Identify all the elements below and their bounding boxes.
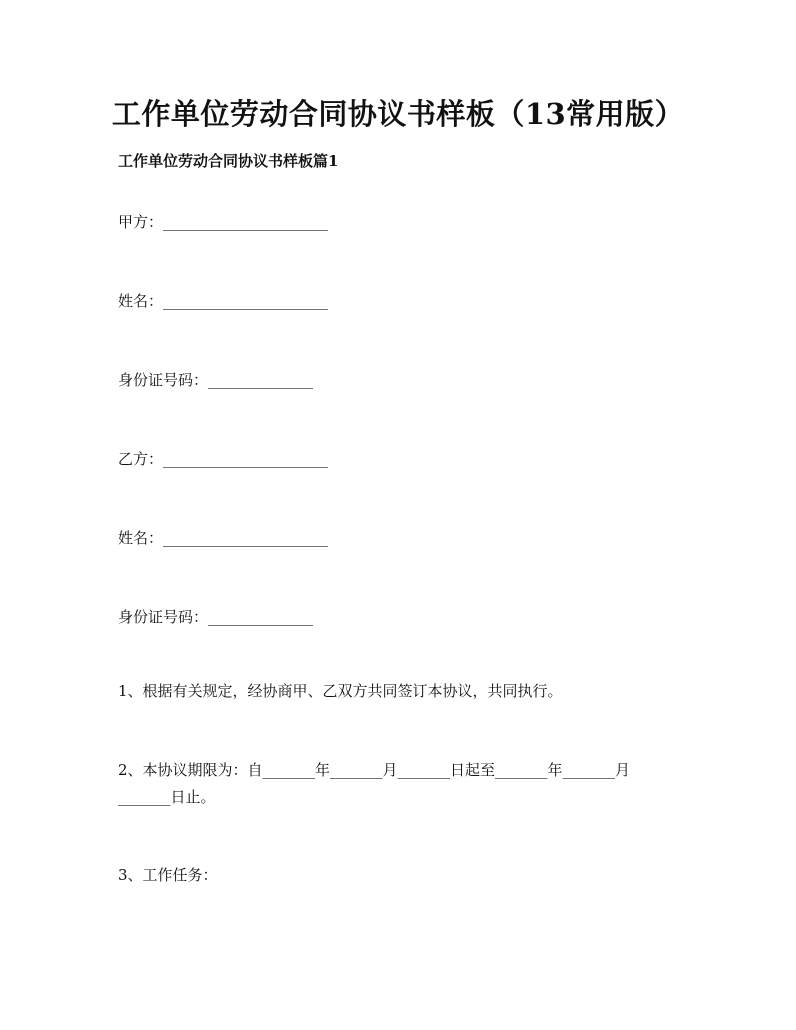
clause-2: 2、本协议期限为：自_______年_______月_______日起至_______年_______月_______日止。: [118, 761, 631, 806]
section-heading: 工作单位劳动合同协议书样板篇1: [118, 152, 339, 170]
party-a-id-line: 身份证号码：______________: [118, 371, 314, 389]
clause-3: 3、工作任务：: [118, 866, 218, 884]
party-b-id-line: 身份证号码：______________: [118, 608, 314, 626]
party-b-name-line: 姓名：______________________: [118, 529, 329, 547]
party-a-line: 甲方：______________________: [118, 213, 329, 231]
party-b-line: 乙方：______________________: [118, 450, 329, 468]
document-title: 工作单位劳动合同协议书样板（13常用版）: [111, 97, 685, 131]
party-a-name-line: 姓名：______________________: [118, 292, 329, 310]
clause-1: 1、根据有关规定，经协商甲、乙双方共同签订本协议，共同执行。: [118, 682, 563, 700]
